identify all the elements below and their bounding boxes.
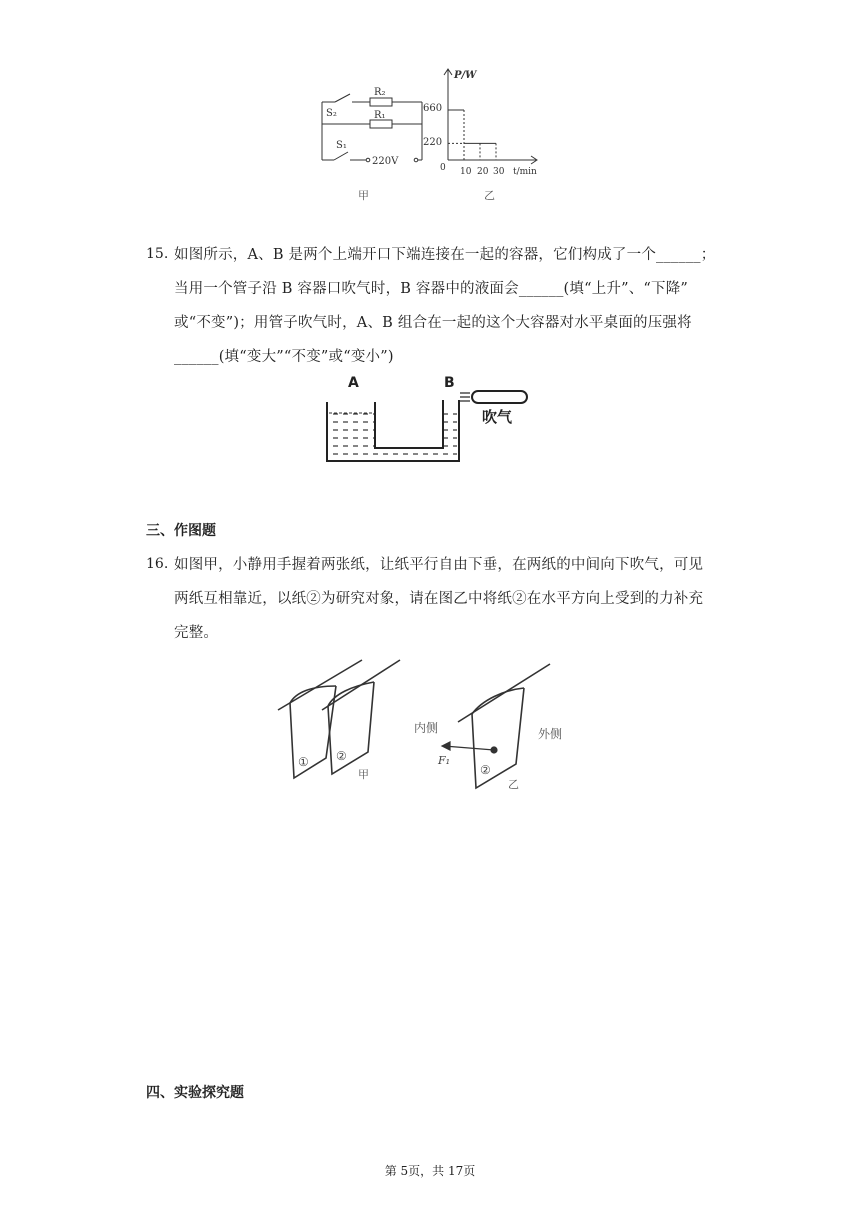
paper-yi — [458, 664, 550, 788]
q16-number: 16. — [146, 556, 169, 572]
ytick-220: 220 — [423, 137, 443, 148]
q15-line-3: 或“不变”)；用管子吹气时，A、B 组合在一起的这个大容器对水平桌面的压强将 — [174, 315, 692, 331]
caption-yi: 乙 — [508, 778, 519, 791]
figure-circuit-and-graph — [310, 64, 550, 209]
circuit-caption: 甲 — [358, 189, 369, 202]
page-footer: 第 5页，共 17页 — [384, 1164, 476, 1178]
graph-xlabel: t/min — [513, 167, 537, 177]
section-3-title: 三、作图题 — [146, 523, 216, 539]
liquid-connect — [375, 448, 443, 459]
q15-line-1: 如图所示，A、B 是两个上端开口下端连接在一起的容器，它们构成了一个______； — [174, 247, 716, 263]
q16-line-1: 如图甲，小静用手握着两张纸，让纸平行自由下垂，在两纸的中间向下吹气，可见 — [174, 557, 704, 573]
r2-label: R₂ — [374, 87, 386, 98]
r1-label: R₁ — [374, 110, 386, 121]
circuit-diagram — [322, 94, 422, 162]
section-4-title: 四、实验探究题 — [146, 1085, 244, 1101]
liquid-b — [443, 413, 457, 459]
label-b: B — [444, 375, 455, 391]
q16-line-2: 两纸互相靠近，以纸②为研究对象，请在图乙中将纸②在水平方向上受到的力补充 — [174, 591, 704, 607]
connected-vessels-svg — [322, 370, 534, 480]
paper-2-label: ② — [336, 749, 347, 763]
q16-line-3: 完整。 — [174, 625, 219, 641]
graph-plot — [448, 110, 496, 160]
blow-arrows — [460, 393, 470, 401]
blow-label: 吹气 — [482, 408, 513, 426]
graph-axes — [444, 69, 537, 164]
force-f1-label: F₁ — [438, 754, 451, 767]
voltage-label: 220V — [372, 156, 399, 167]
circuit-graph-svg — [310, 64, 550, 209]
xtick-10: 10 — [460, 167, 472, 177]
paper-2-yi-label: ② — [480, 763, 491, 777]
q15-line-2: 当用一个管子沿 B 容器口吹气时，B 容器中的液面会______(填“上升”、“下降” — [174, 281, 689, 297]
label-a: A — [348, 375, 359, 391]
ytick-660: 660 — [423, 103, 443, 114]
graph-ylabel: P/W — [454, 70, 477, 81]
figure-connected-vessels — [322, 370, 534, 480]
outer-side-label: 外侧 — [538, 727, 563, 741]
graph-caption: 乙 — [484, 189, 495, 202]
s2-label: S₂ — [326, 108, 337, 119]
q15-number: 15. — [146, 246, 169, 262]
xtick-30: 30 — [493, 167, 505, 177]
xtick-20: 20 — [477, 167, 489, 177]
inner-side-label: 内侧 — [414, 721, 439, 735]
q15-line-4: ______(填“变大”“不变”或“变小”) — [174, 349, 394, 365]
graph-origin: 0 — [440, 163, 446, 173]
caption-jia: 甲 — [358, 768, 369, 781]
s1-label: S₁ — [336, 140, 347, 151]
paper-1-label: ① — [298, 755, 309, 769]
liquid-a — [329, 413, 375, 459]
blow-tube — [472, 391, 527, 403]
force-f1-arrow — [442, 742, 497, 753]
two-papers-svg — [272, 656, 592, 798]
figure-two-papers — [272, 656, 592, 798]
